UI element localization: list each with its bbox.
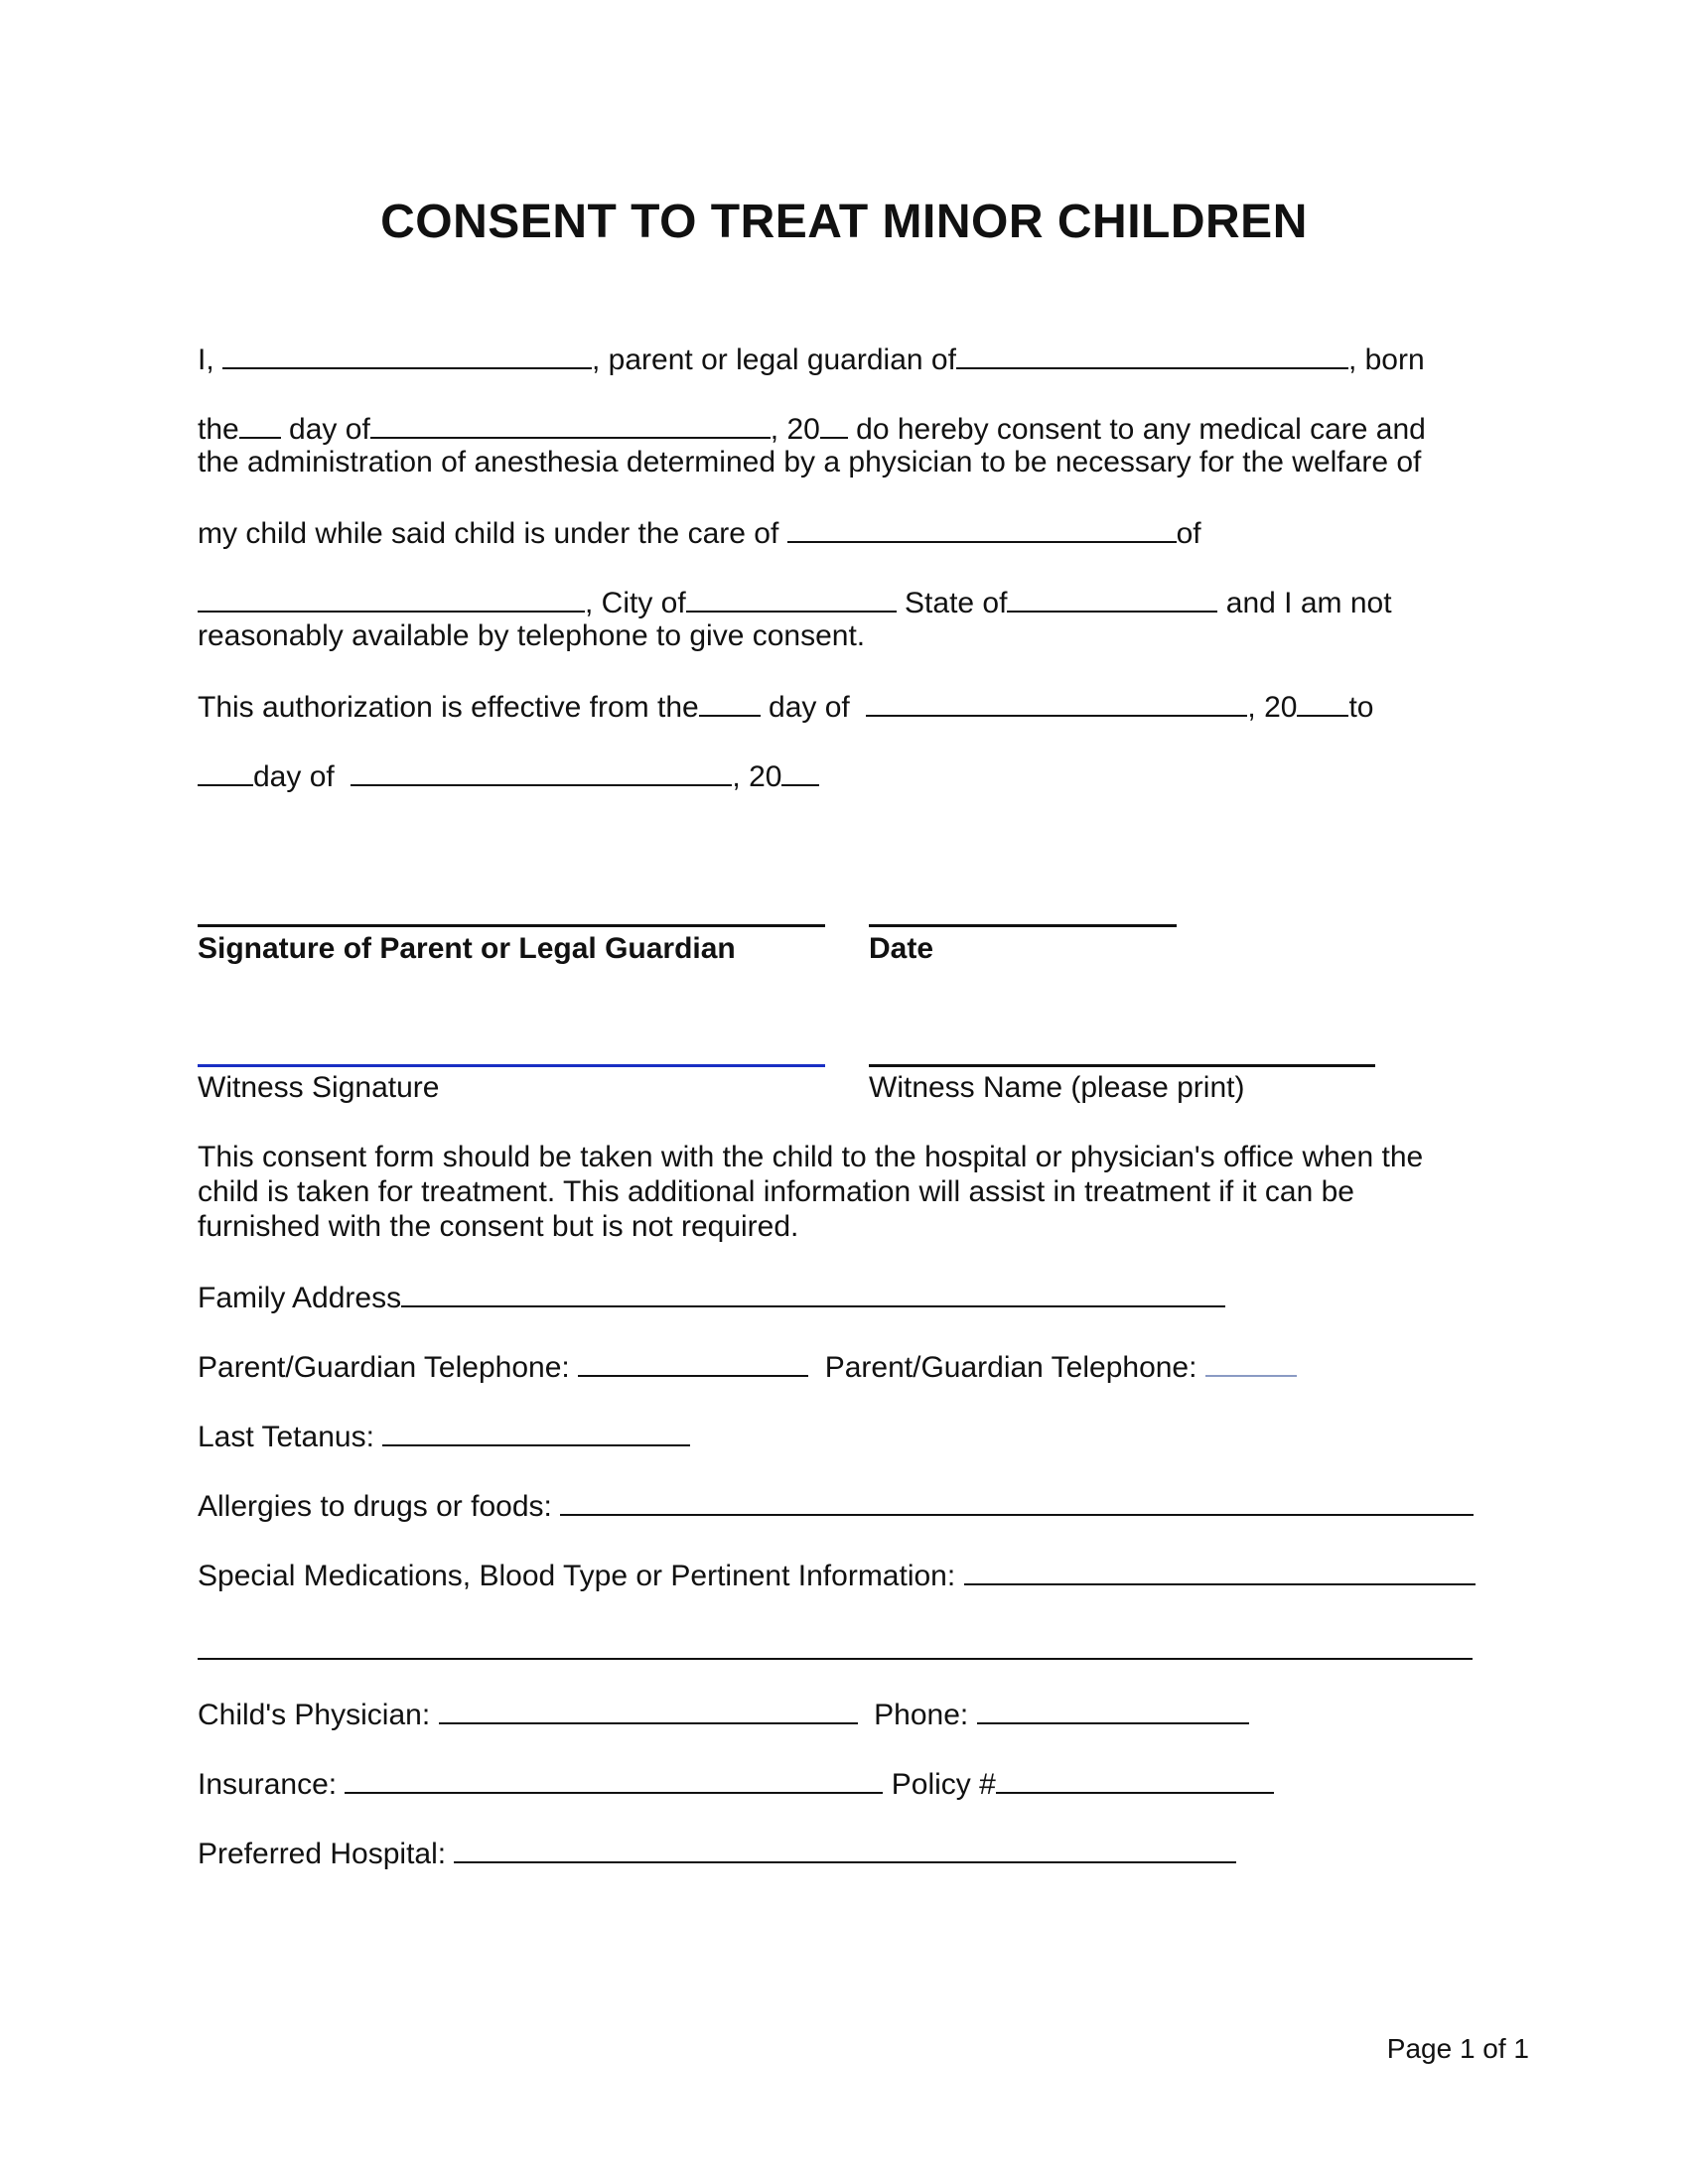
born-year-blank[interactable] (820, 411, 848, 439)
tetanus-blank[interactable] (382, 1419, 690, 1446)
from-day-blank[interactable] (699, 689, 761, 717)
physician-blank[interactable] (439, 1697, 858, 1724)
note-line-3: furnished with the consent but is not required. (198, 1210, 799, 1243)
parent-guardian-line: I, , parent or legal guardian of , born (198, 343, 1425, 376)
authorization-from-line: This authorization is effective from the day of , 20 to (198, 691, 1374, 724)
physician-phone-blank[interactable] (977, 1697, 1249, 1724)
witness-name-line[interactable] (869, 1064, 1375, 1067)
location-line: , City of State of and I am not (198, 585, 1392, 620)
location-blank[interactable] (198, 585, 585, 613)
page-number: Page 1 of 1 (1386, 2033, 1529, 2064)
allergies-line: Allergies to drugs or foods: (198, 1488, 1474, 1524)
insurance-blank[interactable] (345, 1766, 883, 1794)
special-info-blank[interactable] (964, 1558, 1476, 1585)
note-line-1: This consent form should be taken with the child to the hospital or physician's office when the (198, 1141, 1424, 1173)
family-address-line: Family Address (198, 1280, 1225, 1315)
parent-signature-line[interactable] (198, 924, 825, 927)
date-label: Date (869, 932, 934, 965)
special-info-line: Special Medications, Blood Type or Pertinent Information: (198, 1558, 1476, 1593)
telephone-1-blank[interactable] (578, 1349, 808, 1377)
anesthesia-line: the administration of anesthesia determined by a physician to be necessary for the welfare of (198, 446, 1422, 478)
witness-signature-line[interactable] (198, 1064, 825, 1067)
witness-signature-label: Witness Signature (198, 1071, 440, 1104)
witness-name-label: Witness Name (please print) (869, 1071, 1245, 1104)
tetanus-line: Last Tetanus: (198, 1419, 690, 1454)
parent-name-blank[interactable] (222, 341, 592, 369)
physician-line: Child's Physician: Phone: (198, 1697, 1249, 1732)
parent-signature-label: Signature of Parent or Legal Guardian (198, 932, 736, 965)
date-signature-line[interactable] (869, 924, 1177, 927)
telephone-2-blank[interactable] (1205, 1349, 1297, 1377)
from-month-blank[interactable] (866, 689, 1247, 717)
city-blank[interactable] (686, 585, 897, 613)
page-title: CONSENT TO TREAT MINOR CHILDREN (380, 196, 1308, 248)
to-day-blank[interactable] (198, 758, 253, 786)
care-of-line: my child while said child is under the care of of (198, 517, 1201, 550)
policy-blank[interactable] (996, 1766, 1274, 1794)
to-month-blank[interactable] (351, 758, 732, 786)
special-info-continuation-line[interactable] (198, 1658, 1473, 1660)
state-blank[interactable] (1007, 585, 1217, 613)
hospital-line: Preferred Hospital: (198, 1836, 1236, 1871)
insurance-line: Insurance: Policy # (198, 1766, 1274, 1802)
family-address-blank[interactable] (401, 1280, 1225, 1307)
care-of-blank[interactable] (787, 515, 1177, 543)
born-day-blank[interactable] (239, 411, 281, 439)
note-line-2: child is taken for treatment. This additional information will assist in treatment if it can be (198, 1175, 1354, 1208)
allergies-blank[interactable] (560, 1488, 1474, 1516)
child-name-blank[interactable] (956, 341, 1348, 369)
born-date-line: the day of , 20 do hereby consent to any medical care and (198, 413, 1426, 446)
telephone-line: Parent/Guardian Telephone: Parent/Guardian Telephone: (198, 1349, 1297, 1385)
availability-line: reasonably available by telephone to give consent. (198, 619, 866, 652)
hospital-blank[interactable] (454, 1836, 1236, 1863)
born-month-blank[interactable] (370, 411, 771, 439)
to-year-blank[interactable] (781, 758, 819, 786)
from-year-blank[interactable] (1297, 689, 1348, 717)
authorization-to-line: day of , 20 (198, 758, 819, 794)
